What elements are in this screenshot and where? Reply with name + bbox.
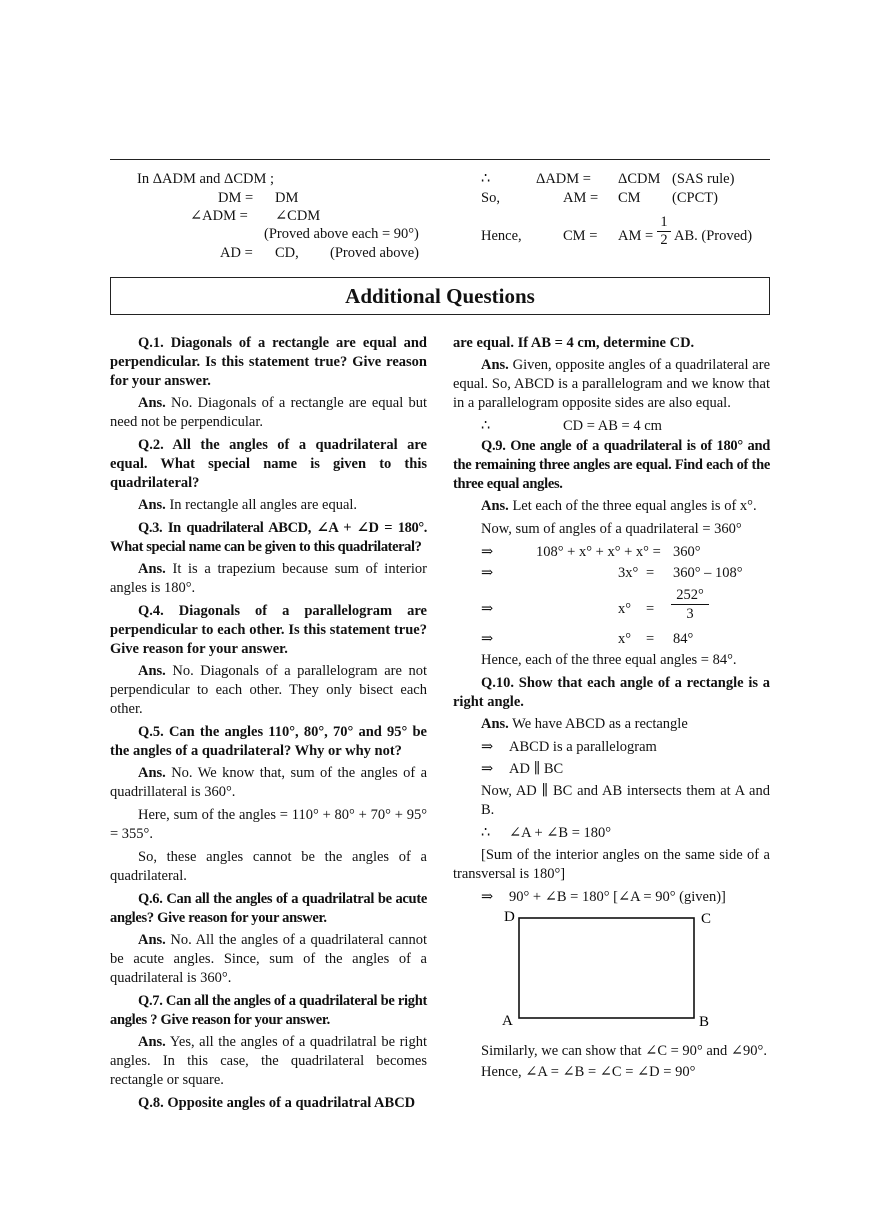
question-2: Q.2. All the angles of a quadrilateral are equal. What special name is given to this quadrilateral? [110,437,427,491]
answer-5-line-3: So, these angles cannot be the angles of a quadrilateral. [110,849,427,884]
answer-text: Let each of the three equal angles is of x°. [508,498,757,514]
answer-text: Given, opposite angles of a quadrilateral are equal. So, ABCD is a parallelogram and we know that in a parallelogram opposite sides are also equal. [453,357,770,411]
proof-r3c: AB. (Proved) [674,228,753,244]
question-5: Q.5. Can the angles 110°, 80°, 70° and 95° be the angles of a quadrilateral? Why or why not? [110,724,427,759]
implies-symbol: ⇒ [481,761,494,777]
step-3 [453,587,770,630]
implies-symbol: ⇒ [481,565,494,581]
implies-symbol: ⇒ [481,739,494,755]
question-7: Q.7. Can all the angles of a quadrilateral be right angles ? Give reason for your answer. [110,993,427,1028]
question-1: Q.1. Diagonals of a rectangle are equal and perpendicular. Is this statement true? Give reason for your answer. [110,335,427,389]
step-4-eq: = [646,631,655,647]
answer-9-result: Hence, each of the three equal angles = 84°. [481,652,737,668]
step-3-den: 3 [686,606,694,622]
answer-text: No. Diagonals of a rectangle are equal but need not be perpendicular. [110,395,427,430]
rectangle-abcd [519,918,694,1018]
proof-r3-fraction [657,214,671,249]
line-text: AD ∥ BC [509,761,564,777]
step-3-fraction [671,586,709,623]
top-rule [110,159,770,160]
question-4: Q.4. Diagonals of a parallelogram are perpendicular to each other. Is this statement true? Give reason for your answer. [110,603,427,657]
step-4 [453,630,770,651]
answer-5 [110,764,427,802]
proof-dm-lhs: DM = [218,190,254,206]
proof-therefore: ∴ [481,171,491,187]
answer-10-line-2 [453,760,770,782]
proof-note-1: (Proved above each = 90°) [264,226,419,242]
ans-label: Ans. [138,1034,166,1050]
proof-r3a: CM = [563,228,598,244]
therefore-symbol: ∴ [481,825,491,841]
proof-line-1: In ΔADM and ΔCDM ; [137,171,275,187]
answer-1 [110,394,427,432]
left-column [110,334,427,1116]
step-1-rhs: 360° [673,544,701,560]
answer-8-result [453,417,770,437]
answer-9-sum: Now, sum of angles of a quadrilateral = 360° [481,521,742,537]
proof-r1c: (SAS rule) [672,171,735,187]
answer-4 [110,662,427,719]
answer-6 [110,931,427,988]
step-1-lhs: 108° + x° + x° + x° = [536,544,661,560]
answer-8 [453,356,770,413]
answer-7 [110,1033,427,1090]
answer-10-line-7: Similarly, we can show that ∠C = 90° and ∠90°. [481,1043,767,1059]
answer-9 [453,497,770,516]
ans-label: Ans. [481,357,509,373]
proof-r3-den: 2 [660,232,668,248]
ans-label: Ans. [138,663,166,679]
answer-text: No. We know that, sum of the angles of a quadrillateral is 360°. [110,765,427,800]
step-2-rhs: 360° – 108° [673,565,743,581]
answer-5-line-2: Here, sum of the angles = 110° + 80° + 70° + 95° = 355°. [110,807,427,842]
answer-text: No. Diagonals of a parallelogram are not perpendicular to each other. They only bisect each other. [110,663,427,717]
question-6: Q.6. Can all the angles of a quadrilatral be acute angles? Give reason for your answer. [110,891,427,926]
implies-symbol: ⇒ [481,631,494,647]
question-10: Q.10. Show that each angle of a rectangle is a right angle. [453,675,770,710]
vertex-c-label: C [701,911,712,927]
answer-8-equation: CD = AB = 4 cm [563,418,662,434]
proof-r3-num: 1 [657,214,671,232]
step-4-lhs: x° [618,631,632,647]
proof-adm-rhs: ∠CDM [275,208,321,224]
proof-ad-rhs: CD, [275,245,299,261]
right-column [453,334,770,910]
ans-label: Ans. [138,765,166,781]
vertex-a-label: A [502,1013,513,1029]
ans-label: Ans. [481,498,509,514]
proof-hence: Hence, [481,228,522,244]
line-text: 90° + ∠B = 180° [∠A = 90° (given)] [509,889,726,905]
answer-text: Yes, all the angles of a quadrilatral be right angles. In this case, the quadrilateral becomes rectangle or square. [110,1034,427,1088]
line-text: ∠A + ∠B = 180° [509,825,612,841]
answer-3 [110,560,427,598]
section-banner: Additional Questions [110,277,770,315]
proof-r2b: CM [618,190,641,206]
step-4-rhs: 84° [673,631,694,647]
answer-10-line-1 [453,738,770,760]
proof-dm-rhs: DM [275,190,299,206]
proof-ad-lhs: AD = [220,245,253,261]
ans-label: Ans. [481,716,509,732]
answer-text: In rectangle all angles are equal. [165,497,358,513]
question-8: Q.8. Opposite angles of a quadrilatral ABCD [138,1095,416,1111]
step-2-lhs: 3x° [618,565,639,581]
question-9: Q.9. One angle of a quadrilateral is of 180° and the remaining three angles are equal. Find each of the three equal angles. [453,438,770,492]
proof-r3b: AM = [618,228,654,244]
answer-text: No. All the angles of a quadrilateral cannot be acute angles. Since, sum of the angles of a quadrilateral is 360°. [110,932,427,986]
implies-symbol: ⇒ [481,889,494,905]
proof-r2a: AM = [563,190,599,206]
ans-label: Ans. [138,561,166,577]
ans-label: Ans. [138,932,166,948]
line-text: ABCD is a parallelogram [509,739,657,755]
step-2 [453,564,770,590]
proof-note-2: (Proved above) [330,245,419,261]
step-3-eq: = [646,601,655,617]
implies-symbol: ⇒ [481,544,494,560]
proof-r1b: ΔCDM [618,171,661,187]
ans-label: Ans. [138,497,166,513]
step-1 [453,543,770,564]
step-3-num: 252° [671,586,709,605]
rectangle-figure [500,905,720,1030]
proof-adm-lhs: ∠ADM = [190,208,248,224]
proof-r1a: ΔADM = [536,171,591,187]
answer-10-line-3: Now, AD ∥ BC and AB intersects them at A and B. [481,783,770,818]
proof-so: So, [481,190,500,206]
answer-10-line-8: Hence, ∠A = ∠B = ∠C = ∠D = 90° [481,1064,696,1080]
step-3-lhs: x° [618,601,632,617]
ans-label: Ans. [138,395,166,411]
answer-10-line-4 [453,824,770,846]
answer-text: We have ABCD as a rectangle [508,716,688,732]
question-3: Q.3. In quadrilateral ABCD, ∠A + ∠D = 180°. What special name can be given to this quadrilateral? [110,520,427,555]
question-8-continued: are equal. If AB = 4 cm, determine CD. [453,335,695,351]
answer-2 [110,496,427,515]
therefore-symbol: ∴ [481,418,491,434]
answer-10-line-5: [Sum of the interior angles on the same side of a transversal is 180°] [453,847,770,882]
vertex-d-label: D [504,909,515,925]
answer-10 [453,715,770,734]
step-2-eq: = [646,565,655,581]
implies-symbol: ⇒ [481,601,494,617]
answer-text: It is a trapezium because sum of interior angles is 180°. [110,561,427,596]
proof-r2c: (CPCT) [672,190,718,206]
vertex-b-label: B [699,1014,710,1030]
